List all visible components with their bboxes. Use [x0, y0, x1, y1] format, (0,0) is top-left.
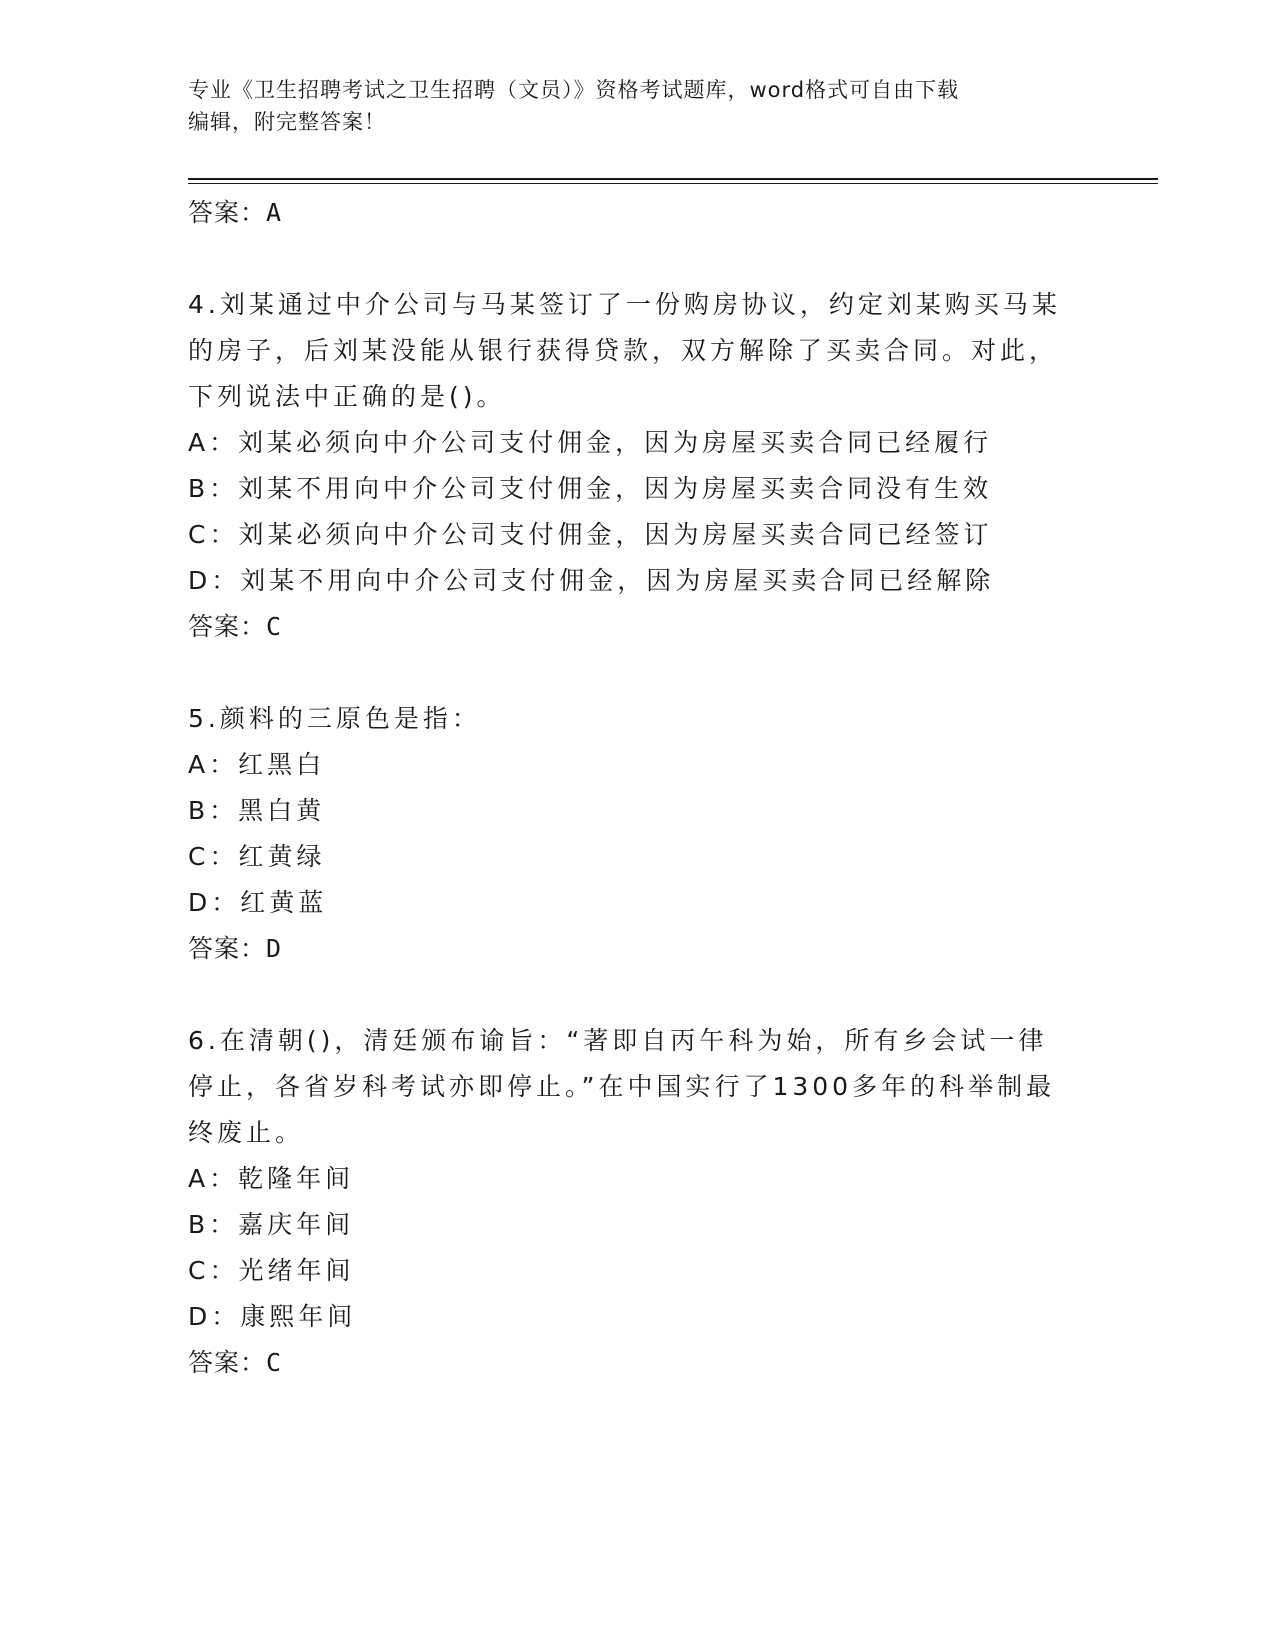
header-line-1: 专业《卫生招聘考试之卫生招聘（文员）》资格考试题库，word格式可自由下载	[188, 78, 960, 102]
option-c: C：刘某必须向中介公司支付佣金，因为房屋买卖合同已经签订	[188, 520, 993, 549]
question-stem-line: 的房子，后刘某没能从银行获得贷款，双方解除了买卖合同。对此，	[188, 336, 1059, 365]
answer-label: 答案：	[188, 934, 267, 963]
question-4	[188, 282, 1088, 650]
option-d: D：刘某不用向中介公司支付佣金，因为房屋买卖合同已经解除	[188, 566, 995, 595]
question-stem-line: 5.颜料的三原色是指：	[188, 704, 481, 733]
option-b: B：刘某不用向中介公司支付佣金，因为房屋买卖合同没有生效	[188, 474, 993, 503]
spacer	[188, 650, 1088, 696]
option-d: D：康熙年间	[188, 1302, 357, 1331]
option-b: B：嘉庆年间	[188, 1210, 355, 1239]
option-a: A：乾隆年间	[188, 1164, 355, 1193]
question-content	[188, 190, 1088, 1386]
question-stem-line: 下列说法中正确的是()。	[188, 382, 506, 411]
answer-q5	[188, 926, 1088, 972]
answer-q3	[188, 190, 1088, 236]
option-a: A：红黑白	[188, 750, 326, 779]
answer-q6	[188, 1340, 1088, 1386]
answer-value: C	[266, 1348, 283, 1377]
answer-label: 答案：	[188, 612, 267, 641]
option-c: C：光绪年间	[188, 1256, 355, 1285]
answer-q4	[188, 604, 1088, 650]
answer-label: 答案：	[188, 198, 267, 227]
option-a: A：刘某必须向中介公司支付佣金，因为房屋买卖合同已经履行	[188, 428, 993, 457]
document-header	[188, 74, 1088, 138]
answer-value: D	[266, 934, 283, 963]
question-6	[188, 1018, 1088, 1386]
question-stem-line: 6.在清朝()，清廷颁布谕旨：“著即自丙午科为始，所有乡会试一律	[188, 1026, 1048, 1055]
question-stem-line: 4.刘某通过中介公司与马某签订了一份购房协议，约定刘某购买马某	[188, 290, 1061, 319]
answer-value: A	[266, 198, 283, 227]
spacer	[188, 972, 1088, 1018]
header-divider-thick	[188, 178, 1158, 180]
header-divider-thin	[188, 183, 1158, 184]
question-5	[188, 696, 1088, 972]
option-b: B：黑白黄	[188, 796, 326, 825]
question-stem-line: 停止，各省岁科考试亦即停止。”在中国实行了1300多年的科举制最	[188, 1072, 1056, 1101]
answer-value: C	[266, 612, 283, 641]
option-c: C：红黄绿	[188, 842, 326, 871]
answer-label: 答案：	[188, 1348, 267, 1377]
spacer	[188, 236, 1088, 282]
question-stem-line: 终废止。	[188, 1118, 305, 1147]
option-d: D：红黄蓝	[188, 888, 328, 917]
header-line-2: 编辑，附完整答案！	[188, 110, 386, 134]
